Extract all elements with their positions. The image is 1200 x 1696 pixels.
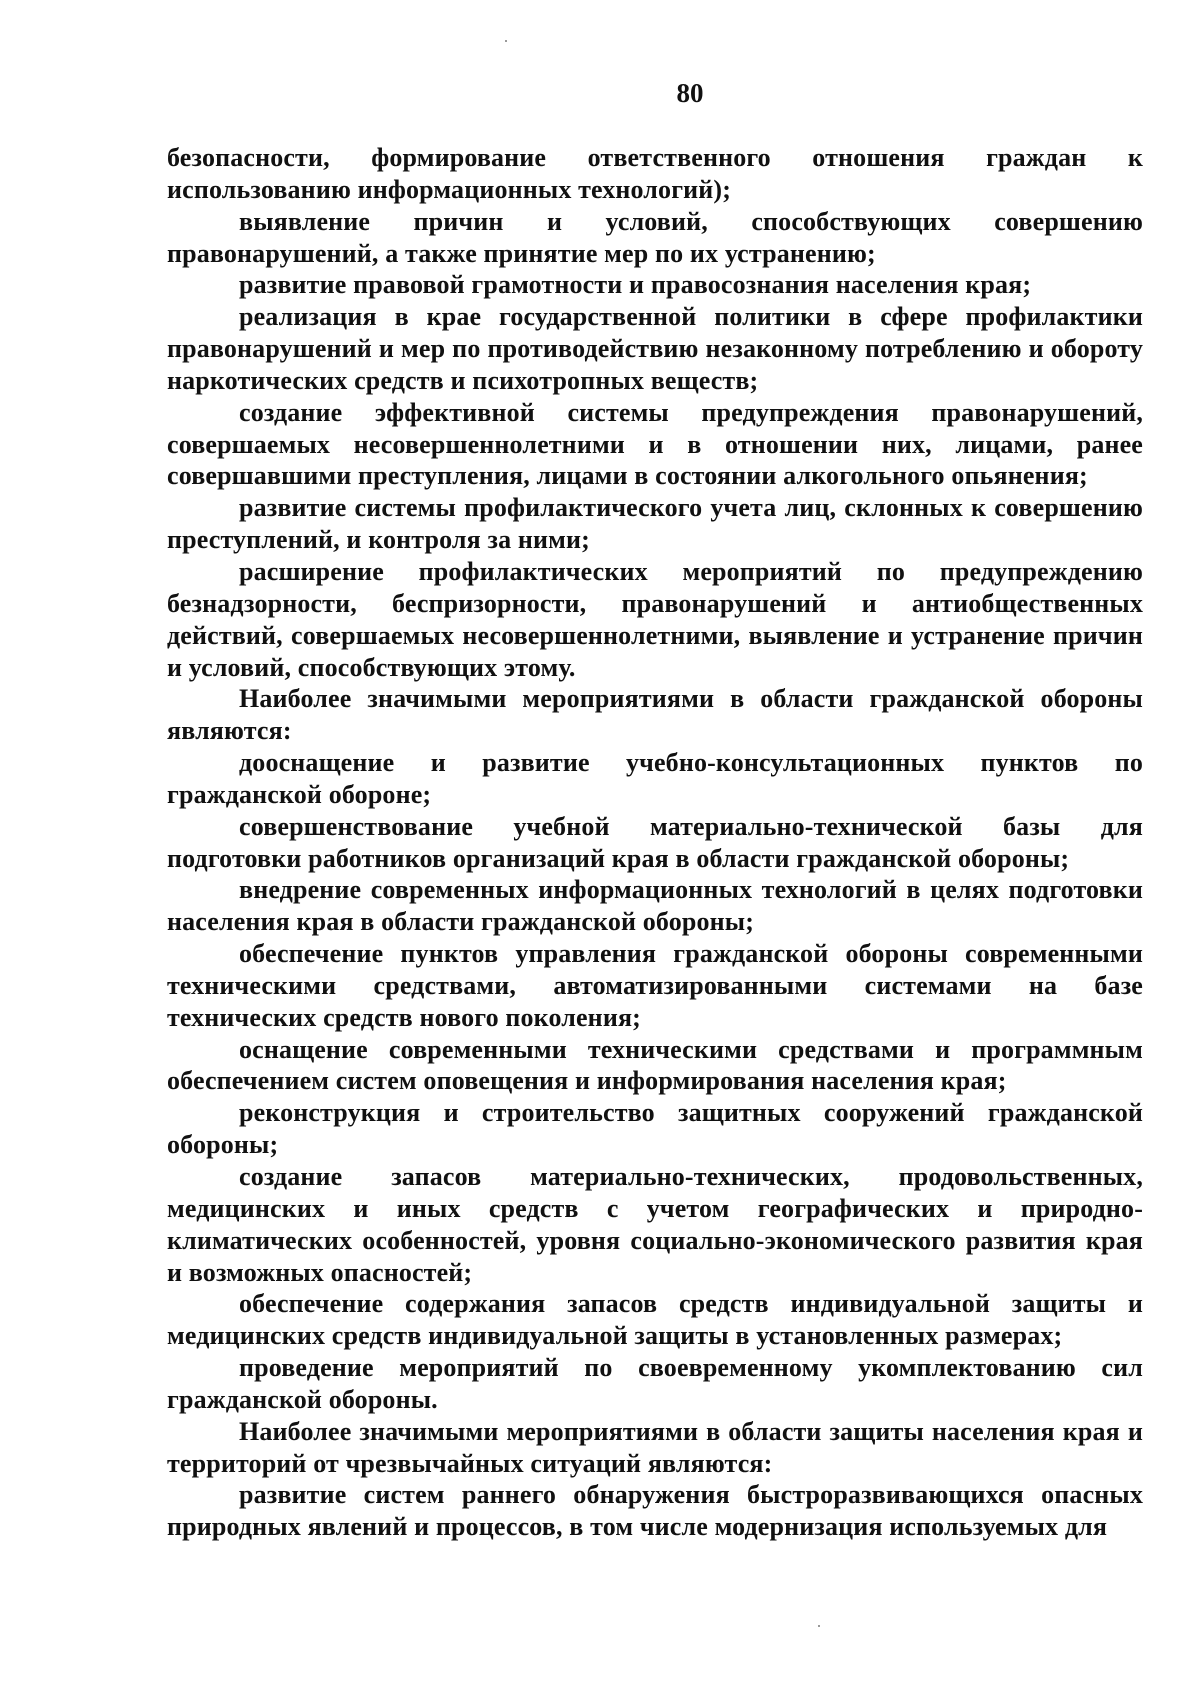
paragraph: выявление причин и условий, способствующих совершению правонарушений, а также принятие мер по их устранению;	[167, 206, 1143, 268]
paragraph: совершенствование учебной материально-технической базы для подготовки работников организаций края в области гражданской обороны;	[167, 811, 1143, 873]
paragraph: проведение мероприятий по своевременному укомплектованию сил гражданской обороны.	[167, 1353, 1143, 1414]
scan-speck	[818, 1625, 820, 1627]
paragraph: создание запасов материально-технических, продовольственных, медицинских и иных средств с учетом географических и природно-климатических особенностей, уровня социально-экономического развития края и возможных опасностей;	[167, 1162, 1143, 1287]
page-number: 80	[676, 78, 704, 108]
paragraph: безопасности, формирование ответственного отношения граждан к использованию информационных технологий);	[167, 143, 1143, 204]
paragraph: развитие системы профилактического учета лиц, склонных к совершению преступлений, и контроля за ними;	[167, 493, 1143, 555]
paragraph: развитие систем раннего обнаружения быстроразвивающихся опасных природных явлений и процессов, в том числе модернизация используемых для	[167, 1480, 1143, 1542]
paragraph: обеспечение содержания запасов средств индивидуальной защиты и медицинских средств индивидуальной защиты в установленных размерах;	[167, 1289, 1143, 1351]
paragraph: Наиболее значимыми мероприятиями в области гражданской обороны являются:	[167, 684, 1143, 746]
paragraph: дооснащение и развитие учебно-консультационных пунктов по гражданской обороне;	[167, 748, 1143, 809]
paragraph: оснащение современными техническими средствами и программным обеспечением систем оповещения и информирования населения края;	[167, 1034, 1143, 1096]
paragraph: внедрение современных информационных технологий в целях подготовки населения края в области гражданской обороны;	[167, 875, 1143, 937]
paragraph: создание эффективной системы предупреждения правонарушений, совершаемых несовершеннолетними и в отношении них, лицами, ранее совершавшими преступления, лицами в состоянии алкогольного опьянения;	[167, 397, 1143, 491]
document-body	[167, 142, 1143, 1543]
paragraph: обеспечение пунктов управления гражданской обороны современными техническими средствами, автоматизированными системами на базе технических средств нового поколения;	[167, 939, 1143, 1032]
paragraph: реконструкция и строительство защитных сооружений гражданской обороны;	[167, 1098, 1143, 1160]
paragraph: реализация в крае государственной политики в сфере профилактики правонарушений и мер по противодействию незаконному потреблению и обороту наркотических средств и психотропных веществ;	[167, 302, 1143, 395]
paragraph: развитие правовой грамотности и правосознания населения края;	[239, 270, 1032, 300]
scan-speck	[505, 40, 507, 42]
paragraph: Наиболее значимыми мероприятиями в области защиты населения края и территорий от чрезвычайных ситуаций являются:	[167, 1416, 1143, 1478]
paragraph: расширение профилактических мероприятий по предупреждению безнадзорности, беспризорности, правонарушений и антиобщественных действий, совершаемых несовершеннолетними, выявление и устранение причин и условий, способствующих этому.	[167, 556, 1143, 682]
